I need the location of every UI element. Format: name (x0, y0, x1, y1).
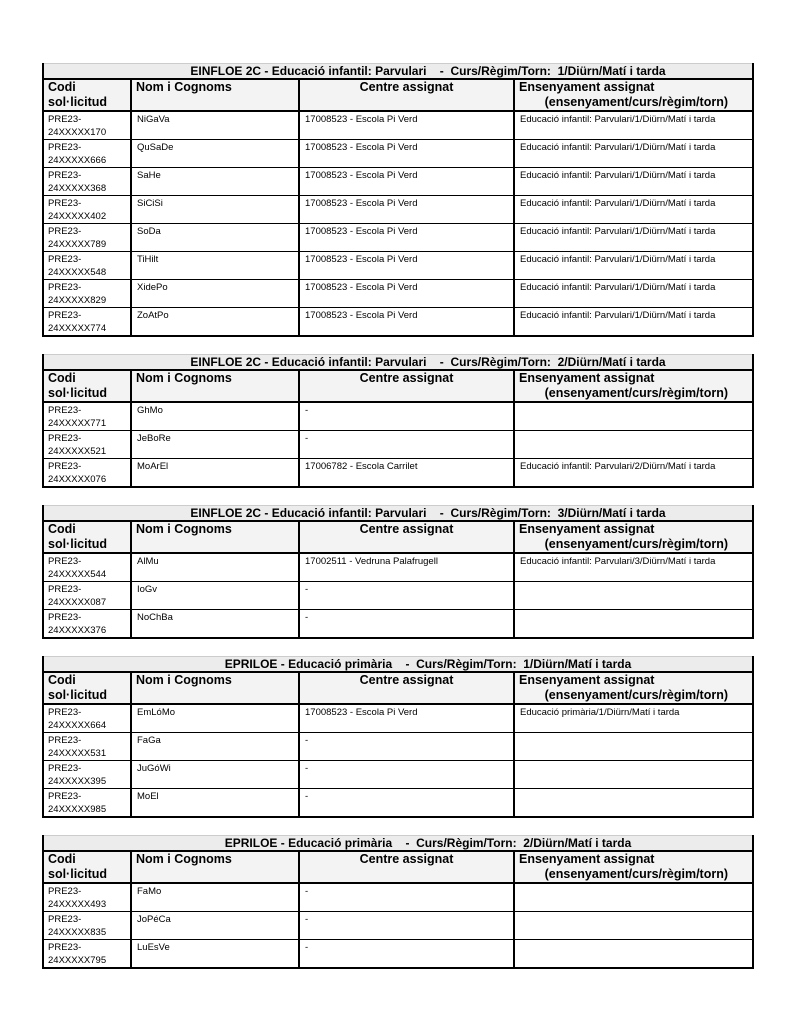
request-code-part1: PRE23- (48, 886, 82, 897)
header-code (43, 851, 131, 883)
assignment-table (42, 63, 754, 337)
assigned-teaching: Educació infantil: Parvulari/1/Diürn/Matí i tarda (514, 196, 753, 224)
request-code-part1: PRE23- (48, 914, 82, 925)
header-ensenyament (514, 672, 753, 704)
assigned-centre: 17008523 - Escola Pi Verd (299, 308, 514, 337)
assigned-teaching: Educació primària/1/Diürn/Matí i tarda (514, 704, 753, 733)
request-code-part1: PRE23- (48, 791, 82, 802)
student-name: TiHilt (131, 252, 299, 280)
assigned-centre: 17002511 - Vedruna Palafrugell (299, 553, 514, 582)
assignment-table (42, 835, 754, 969)
header-ens-line1: Ensenyament assignat (519, 80, 655, 94)
student-name: QuSaDe (131, 140, 299, 168)
section-title: EINFLOE 2C - Educació infantil: Parvulari - Curs/Règim/Torn: 2/Diürn/Matí i tarda (190, 355, 666, 369)
assigned-teaching: Educació infantil: Parvulari/1/Diürn/Matí i tarda (514, 140, 753, 168)
header-ens-line2: (ensenyament/curs/règim/torn) (544, 95, 728, 109)
student-name: SaHe (131, 168, 299, 196)
student-name: EmLóMo (131, 704, 299, 733)
request-code-part1: PRE23- (48, 405, 82, 416)
assignment-report (42, 63, 752, 986)
assigned-centre: 17008523 - Escola Pi Verd (299, 704, 514, 733)
assigned-teaching (514, 402, 753, 431)
request-code-part1: PRE23- (48, 612, 82, 623)
section-title: EINFLOE 2C - Educació infantil: Parvulari - Curs/Règim/Torn: 3/Diürn/Matí i tarda (190, 506, 666, 520)
request-code-part2: 24XXXXX395 (48, 776, 107, 787)
header-name: Nom i Cognoms (131, 672, 299, 704)
request-code-part2: 24XXXXX829 (48, 295, 107, 306)
header-code-line1: Codi (48, 371, 76, 385)
assigned-centre: 17008523 - Escola Pi Verd (299, 196, 514, 224)
assigned-centre: - (299, 431, 514, 459)
assigned-teaching (514, 940, 753, 969)
assigned-centre: 17008523 - Escola Pi Verd (299, 111, 514, 140)
assigned-centre: 17008523 - Escola Pi Verd (299, 224, 514, 252)
request-code-part1: PRE23- (48, 254, 82, 265)
header-code-line1: Codi (48, 852, 76, 866)
request-code-part1: PRE23- (48, 433, 82, 444)
table-row (43, 224, 753, 252)
header-centre: Centre assignat (299, 672, 514, 704)
request-code (43, 553, 131, 582)
section-title: EPRILOE - Educació primària - Curs/Règim/Torn: 1/Diürn/Matí i tarda (224, 657, 632, 671)
table-header-row (43, 370, 753, 402)
request-code-part1: PRE23- (48, 942, 82, 953)
request-code-part1: PRE23- (48, 282, 82, 293)
request-code (43, 940, 131, 969)
table-title-row (43, 355, 753, 371)
student-name: ZoAtPo (131, 308, 299, 337)
request-code (43, 280, 131, 308)
header-name: Nom i Cognoms (131, 521, 299, 553)
header-ensenyament (514, 370, 753, 402)
header-name: Nom i Cognoms (131, 370, 299, 402)
request-code (43, 789, 131, 818)
table-header-row (43, 79, 753, 111)
section-title: EPRILOE - Educació primària - Curs/Règim/Torn: 2/Diürn/Matí i tarda (224, 836, 632, 850)
request-code-part2: 24XXXXX548 (48, 267, 107, 278)
header-ensenyament (514, 521, 753, 553)
header-code-line2: sol·licitud (48, 537, 108, 551)
student-name: JoPéCa (131, 912, 299, 940)
assigned-teaching (514, 733, 753, 761)
request-code-part2: 24XXXXX531 (48, 748, 107, 759)
student-name: LuEsVe (131, 940, 299, 969)
assigned-teaching: Educació infantil: Parvulari/1/Diürn/Matí i tarda (514, 252, 753, 280)
assigned-centre: - (299, 789, 514, 818)
request-code-part2: 24XXXXX368 (48, 183, 107, 194)
assigned-teaching (514, 883, 753, 912)
assigned-teaching (514, 431, 753, 459)
request-code-part2: 24XXXXX666 (48, 155, 107, 166)
request-code (43, 459, 131, 488)
request-code-part1: PRE23- (48, 735, 82, 746)
request-code-part2: 24XXXXX985 (48, 804, 107, 815)
header-ens-line1: Ensenyament assignat (519, 673, 655, 687)
request-code (43, 196, 131, 224)
assigned-teaching: Educació infantil: Parvulari/1/Diürn/Matí i tarda (514, 308, 753, 337)
header-code-line1: Codi (48, 673, 76, 687)
request-code-part2: 24XXXXX795 (48, 955, 107, 966)
table-row (43, 280, 753, 308)
student-name: SiCiSi (131, 196, 299, 224)
assigned-teaching (514, 789, 753, 818)
assigned-teaching: Educació infantil: Parvulari/1/Diürn/Matí i tarda (514, 224, 753, 252)
student-name: IoGv (131, 582, 299, 610)
table-row (43, 761, 753, 789)
assigned-teaching: Educació infantil: Parvulari/1/Diürn/Matí i tarda (514, 111, 753, 140)
student-name: FaGa (131, 733, 299, 761)
request-code-part1: PRE23- (48, 142, 82, 153)
request-code (43, 111, 131, 140)
table-row (43, 610, 753, 639)
request-code (43, 431, 131, 459)
assignment-table (42, 656, 754, 818)
table-title-row (43, 836, 753, 852)
assigned-centre: - (299, 402, 514, 431)
request-code-part1: PRE23- (48, 461, 82, 472)
assignment-table (42, 505, 754, 639)
student-name: JuGóWi (131, 761, 299, 789)
header-ens-line2: (ensenyament/curs/règim/torn) (544, 537, 728, 551)
header-code (43, 672, 131, 704)
assigned-teaching (514, 761, 753, 789)
student-name: NoChBa (131, 610, 299, 639)
request-code-part2: 24XXXXX544 (48, 569, 107, 580)
table-row (43, 252, 753, 280)
table-header-row (43, 851, 753, 883)
header-ens-line1: Ensenyament assignat (519, 522, 655, 536)
assigned-teaching: Educació infantil: Parvulari/2/Diürn/Matí i tarda (514, 459, 753, 488)
request-code-part1: PRE23- (48, 170, 82, 181)
assigned-centre: - (299, 940, 514, 969)
table-row (43, 940, 753, 969)
header-code-line1: Codi (48, 80, 76, 94)
header-ensenyament (514, 851, 753, 883)
table-title-row (43, 657, 753, 673)
assigned-centre: 17008523 - Escola Pi Verd (299, 252, 514, 280)
request-code-part2: 24XXXXX789 (48, 239, 107, 250)
assigned-teaching (514, 610, 753, 639)
request-code-part1: PRE23- (48, 556, 82, 567)
header-name: Nom i Cognoms (131, 851, 299, 883)
assigned-teaching (514, 912, 753, 940)
header-centre: Centre assignat (299, 521, 514, 553)
assigned-centre: 17008523 - Escola Pi Verd (299, 168, 514, 196)
student-name: AlMu (131, 553, 299, 582)
student-name: FaMo (131, 883, 299, 912)
request-code-part2: 24XXXXX774 (48, 323, 107, 334)
request-code-part1: PRE23- (48, 226, 82, 237)
request-code (43, 402, 131, 431)
table-row (43, 883, 753, 912)
assigned-centre: 17008523 - Escola Pi Verd (299, 140, 514, 168)
table-row (43, 196, 753, 224)
table-row (43, 582, 753, 610)
table-row (43, 140, 753, 168)
request-code (43, 252, 131, 280)
table-row (43, 704, 753, 733)
request-code-part2: 24XXXXX664 (48, 720, 107, 731)
request-code-part2: 24XXXXX376 (48, 625, 107, 636)
table-row (43, 168, 753, 196)
header-code-line1: Codi (48, 522, 76, 536)
request-code-part1: PRE23- (48, 114, 82, 125)
request-code-part2: 24XXXXX170 (48, 127, 107, 138)
header-ens-line1: Ensenyament assignat (519, 371, 655, 385)
table-row (43, 308, 753, 337)
request-code-part2: 24XXXXX521 (48, 446, 107, 457)
table-row (43, 912, 753, 940)
table-title-row (43, 506, 753, 522)
request-code-part2: 24XXXXX076 (48, 474, 107, 485)
table-row (43, 431, 753, 459)
request-code-part1: PRE23- (48, 584, 82, 595)
request-code (43, 308, 131, 337)
assigned-teaching: Educació infantil: Parvulari/3/Diürn/Matí i tarda (514, 553, 753, 582)
header-code (43, 370, 131, 402)
header-centre: Centre assignat (299, 79, 514, 111)
assigned-centre: - (299, 761, 514, 789)
section-title: EINFLOE 2C - Educació infantil: Parvulari - Curs/Règim/Torn: 1/Diürn/Matí i tarda (190, 64, 666, 78)
request-code (43, 168, 131, 196)
request-code-part2: 24XXXXX402 (48, 211, 107, 222)
request-code-part2: 24XXXXX087 (48, 597, 107, 608)
header-ens-line2: (ensenyament/curs/règim/torn) (544, 867, 729, 881)
request-code (43, 704, 131, 733)
assigned-centre: - (299, 610, 514, 639)
assigned-centre: 17006782 - Escola Carrilet (299, 459, 514, 488)
assigned-teaching: Educació infantil: Parvulari/1/Diürn/Matí i tarda (514, 280, 753, 308)
header-ens-line2: (ensenyament/curs/règim/torn) (544, 688, 729, 702)
table-header-row (43, 672, 753, 704)
header-ens-line2: (ensenyament/curs/règim/torn) (544, 386, 728, 400)
header-ens-line1: Ensenyament assignat (519, 852, 655, 866)
table-row (43, 459, 753, 488)
table-row (43, 733, 753, 761)
student-name: JeBoRe (131, 431, 299, 459)
request-code-part1: PRE23- (48, 763, 82, 774)
request-code (43, 610, 131, 639)
request-code (43, 140, 131, 168)
request-code-part2: 24XXXXX835 (48, 927, 107, 938)
table-row (43, 553, 753, 582)
header-code (43, 79, 131, 111)
request-code (43, 761, 131, 789)
table-header-row (43, 521, 753, 553)
student-name: XidePo (131, 280, 299, 308)
assigned-centre: - (299, 582, 514, 610)
student-name: MoEl (131, 789, 299, 818)
table-row (43, 402, 753, 431)
request-code (43, 224, 131, 252)
request-code-part2: 24XXXXX493 (48, 899, 107, 910)
header-centre: Centre assignat (299, 370, 514, 402)
assigned-teaching (514, 582, 753, 610)
header-code (43, 521, 131, 553)
header-ensenyament (514, 79, 753, 111)
header-code-line2: sol·licitud (48, 688, 108, 702)
student-name: GhMo (131, 402, 299, 431)
assignment-table (42, 354, 754, 488)
table-row (43, 111, 753, 140)
header-code-line2: sol·licitud (48, 867, 108, 881)
assigned-teaching: Educació infantil: Parvulari/1/Diürn/Matí i tarda (514, 168, 753, 196)
header-code-line2: sol·licitud (48, 95, 108, 109)
header-name: Nom i Cognoms (131, 79, 299, 111)
request-code-part1: PRE23- (48, 310, 82, 321)
assigned-centre: 17008523 - Escola Pi Verd (299, 280, 514, 308)
student-name: MoArEl (131, 459, 299, 488)
assigned-centre: - (299, 883, 514, 912)
request-code (43, 733, 131, 761)
request-code-part2: 24XXXXX771 (48, 418, 107, 429)
header-centre: Centre assignat (299, 851, 514, 883)
student-name: NiGaVa (131, 111, 299, 140)
request-code (43, 883, 131, 912)
table-title-row (43, 64, 753, 80)
student-name: SoDa (131, 224, 299, 252)
table-row (43, 789, 753, 818)
request-code-part1: PRE23- (48, 707, 82, 718)
assigned-centre: - (299, 912, 514, 940)
request-code-part1: PRE23- (48, 198, 82, 209)
assigned-centre: - (299, 733, 514, 761)
request-code (43, 912, 131, 940)
header-code-line2: sol·licitud (48, 386, 108, 400)
request-code (43, 582, 131, 610)
